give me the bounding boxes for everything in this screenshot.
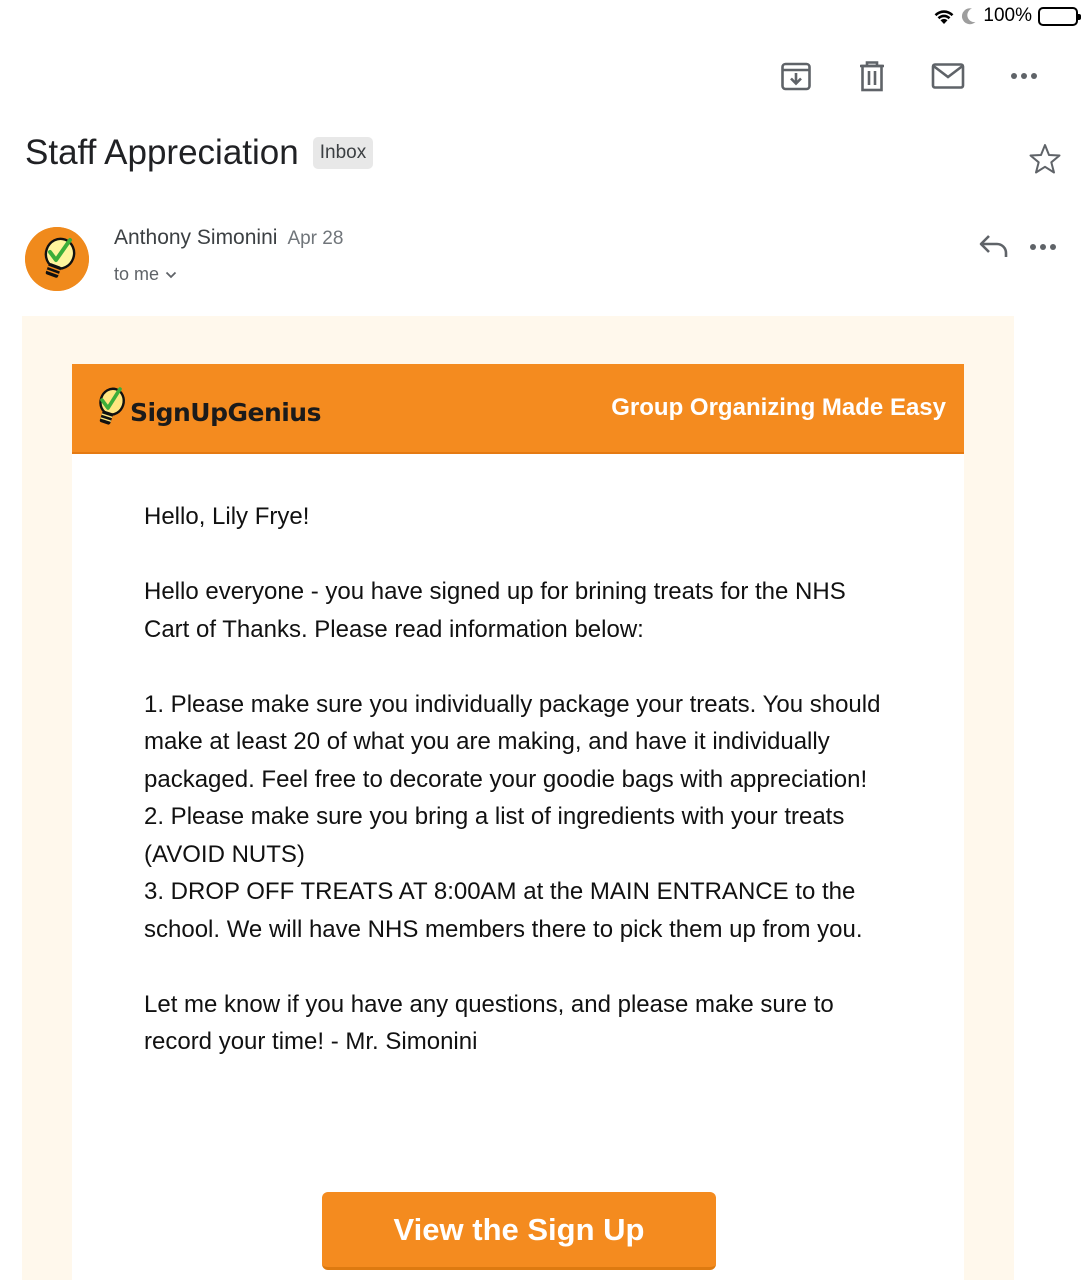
sender-name: Anthony Simonini: [114, 226, 278, 249]
view-signup-button[interactable]: View the Sign Up: [322, 1192, 716, 1270]
lightbulb-logo-icon: [25, 227, 89, 291]
delete-button[interactable]: [834, 54, 910, 98]
instruction-item: 3. DROP OFF TREATS AT 8:00AM at the MAIN ENTRANCE to the school. We will have NHS members there to pick them up from you.: [144, 878, 863, 943]
battery-icon: [1038, 7, 1078, 26]
more-icon: [1029, 243, 1057, 251]
brand-name: SignUpGenius: [130, 397, 321, 427]
sender-line[interactable]: [114, 226, 343, 250]
mark-unread-button[interactable]: [910, 54, 986, 98]
brand-logo[interactable]: [90, 383, 321, 433]
sent-date: Apr 28: [287, 228, 344, 249]
trash-icon: [858, 60, 886, 92]
mail-icon: [931, 62, 965, 90]
star-button[interactable]: [1028, 142, 1062, 181]
chevron-down-icon: [165, 271, 177, 279]
email-body: [22, 316, 1014, 1280]
star-icon: [1028, 142, 1062, 176]
email-subject: Staff Appreciation: [25, 133, 299, 172]
instruction-item: 2. Please make sure you bring a list of ingredients with your treats (AVOID NUTS): [144, 803, 845, 868]
more-icon: [1010, 72, 1038, 80]
inbox-label-chip[interactable]: Inbox: [313, 137, 373, 169]
reply-icon: [978, 232, 1010, 260]
message-toolbar: [758, 54, 1062, 98]
recipient-details-toggle[interactable]: [114, 264, 177, 285]
message-more-button[interactable]: [1024, 232, 1062, 262]
greeting: Hello, Lily Frye!: [144, 503, 310, 530]
sender-row: [25, 222, 1062, 292]
recipient-text: to me: [114, 264, 160, 284]
subject-row: [25, 128, 1062, 178]
instruction-item: 1. Please make sure you individually package your treats. You should make at least 20 of what you are making, and have it individually packaged. Feel free to decorate your goodie bags with appreciation!: [144, 690, 881, 793]
archive-icon: [780, 60, 812, 92]
archive-button[interactable]: [758, 54, 834, 98]
status-bar: [933, 0, 1078, 32]
lightbulb-logo-icon: [90, 383, 128, 433]
signupgenius-banner: [72, 364, 964, 454]
reply-button[interactable]: [978, 232, 1010, 265]
battery-percentage: 100%: [983, 5, 1032, 26]
intro-paragraph: Hello everyone - you have signed up for brining treats for the NHS Cart of Thanks. Please read information below:: [144, 578, 846, 643]
brand-tagline: Group Organizing Made Easy: [611, 394, 946, 421]
message-text: [72, 454, 964, 1061]
email-card: [72, 364, 964, 1280]
more-options-button[interactable]: [986, 54, 1062, 98]
closing-paragraph: Let me know if you have any questions, and please make sure to record your time! - Mr. Simonini: [144, 990, 834, 1055]
wifi-icon: [933, 8, 955, 25]
moon-icon: [961, 7, 977, 25]
sender-avatar[interactable]: [25, 227, 89, 291]
